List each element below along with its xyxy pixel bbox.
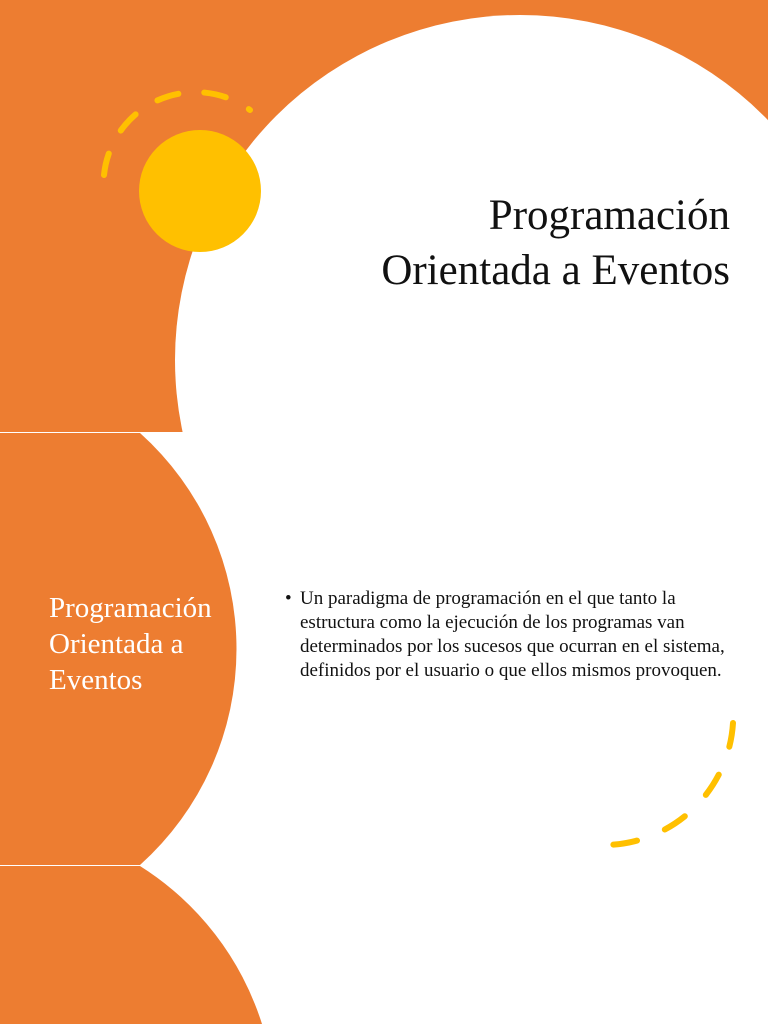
bullet-list: [285, 587, 725, 683]
dashed-arc-decoration: [600, 723, 733, 845]
slide-title: [0, 0, 768, 432]
slide-3-background: [0, 866, 768, 1024]
bullet-icon: •: [285, 588, 292, 609]
slide-2-title-line-1: Programación: [49, 592, 212, 624]
orange-half-circle-shape: [0, 866, 262, 1024]
slide-1-title: [381, 188, 730, 298]
slide-2-title-line-2: Orientada a: [49, 628, 184, 660]
slide-partial: [0, 866, 768, 1024]
slide-2-title: [49, 590, 249, 698]
yellow-circle-shape: [139, 130, 261, 252]
slide-2-title-line-3: Eventos: [49, 664, 143, 696]
bullet-text: Un paradigma de programación en el que tanto la estructura como la ejecución de los programas van determinados por los sucesos que ocurran en el sistema, definidos por el usuario o que ellos mismos provoquen.: [300, 588, 725, 681]
slide-1-title-line-1: Programación: [488, 192, 730, 239]
slide-1-title-line-2: Orientada a Eventos: [381, 247, 730, 294]
list-item: [285, 587, 725, 683]
